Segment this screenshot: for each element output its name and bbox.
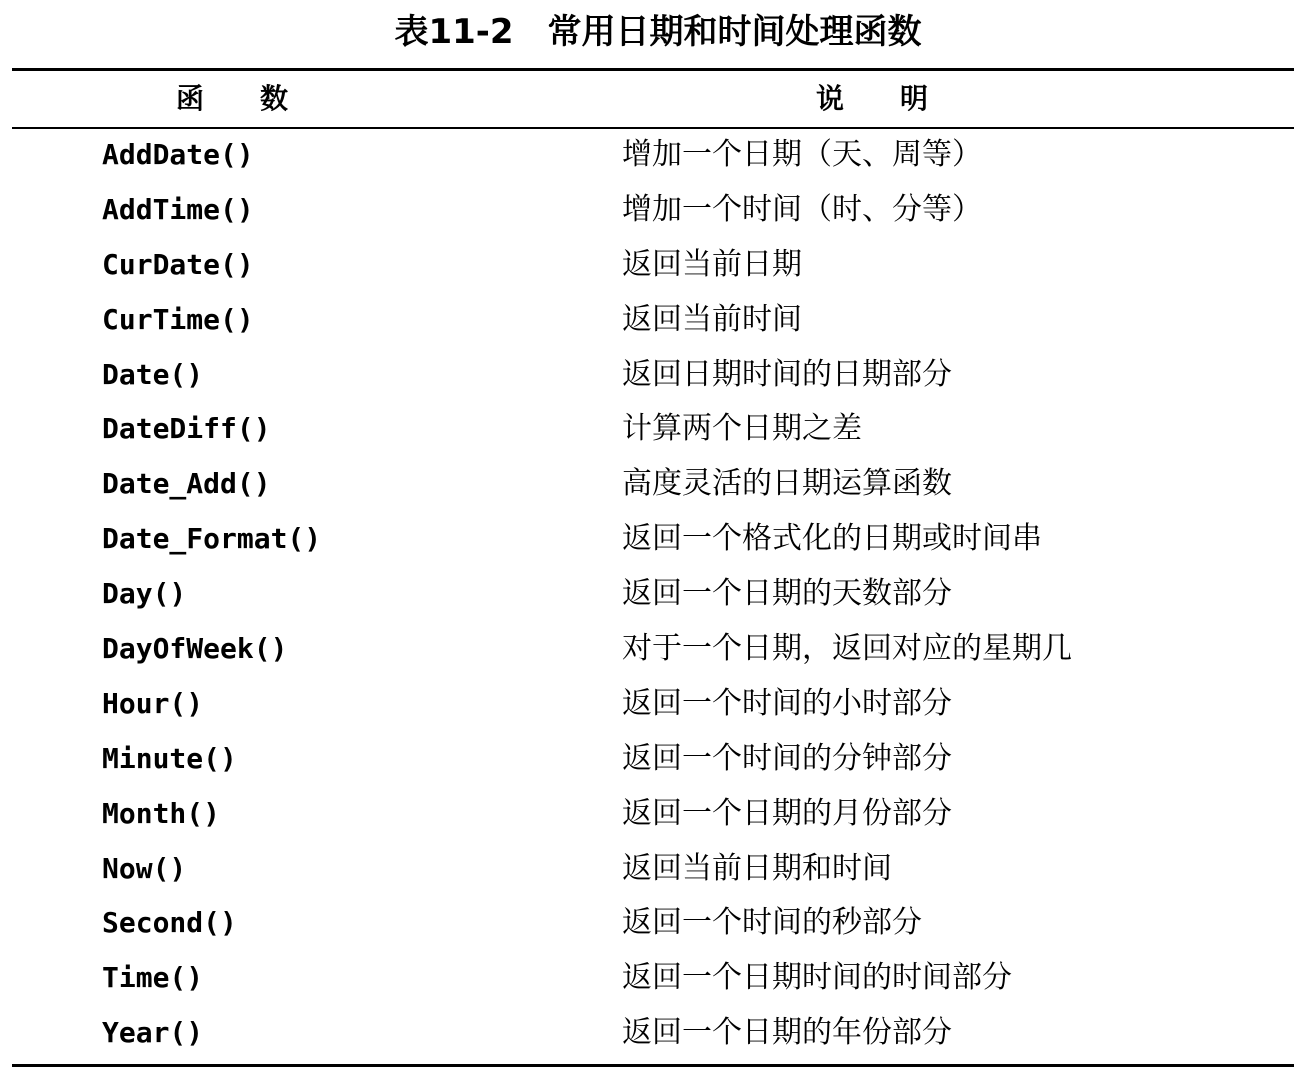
table-row <box>0 1006 1316 1061</box>
function-name: Now() <box>102 851 187 885</box>
table-body <box>0 128 1316 1061</box>
function-name: Date_Add() <box>102 467 271 501</box>
table-bottom-rule <box>12 1064 1294 1067</box>
table-row <box>0 402 1316 457</box>
function-description: 返回日期时间的日期部分 <box>622 356 952 392</box>
function-name: CurDate() <box>102 247 254 281</box>
function-name: Year() <box>102 1016 204 1050</box>
table-row <box>0 622 1316 677</box>
function-description: 计算两个日期之差 <box>622 411 862 447</box>
function-description: 返回当前时间 <box>622 301 802 337</box>
table-row <box>0 238 1316 293</box>
function-name: AddDate() <box>102 138 254 171</box>
function-description: 返回一个格式化的日期或时间串 <box>622 521 1042 557</box>
function-name: Second() <box>102 906 237 940</box>
function-description: 增加一个日期（天、周等） <box>622 137 982 172</box>
function-description: 返回一个时间的小时部分 <box>622 685 952 721</box>
function-name: Time() <box>102 961 204 995</box>
function-description: 增加一个时间（时、分等） <box>622 191 982 227</box>
table-header-row <box>12 71 1294 127</box>
table-row <box>0 512 1316 567</box>
table-row <box>0 951 1316 1006</box>
function-name: Date_Format() <box>102 522 322 556</box>
function-description: 返回一个日期的天数部分 <box>622 576 952 612</box>
table-row <box>0 457 1316 512</box>
function-name: Month() <box>102 796 221 830</box>
header-function: 函 数 <box>175 82 288 115</box>
function-description: 返回当前日期和时间 <box>622 850 892 886</box>
table-row <box>0 183 1316 238</box>
table-row <box>0 677 1316 732</box>
table-row <box>0 732 1316 787</box>
function-name: Date() <box>102 357 204 391</box>
table-row <box>0 567 1316 622</box>
function-description: 返回一个时间的秒部分 <box>622 905 922 941</box>
table-row <box>0 842 1316 897</box>
function-name: CurTime() <box>102 302 254 336</box>
function-description: 对于一个日期，返回对应的星期几 <box>622 631 1072 667</box>
function-name: AddTime() <box>102 192 254 226</box>
function-name: DateDiff() <box>102 412 271 446</box>
table-caption: 表11-2 常用日期和时间处理函数 <box>394 12 922 52</box>
function-name: DayOfWeek() <box>102 632 288 666</box>
table-row <box>0 293 1316 348</box>
table-row <box>0 787 1316 842</box>
function-name: Day() <box>102 577 187 611</box>
table-row <box>0 896 1316 951</box>
function-name: Hour() <box>102 686 204 720</box>
function-description: 返回当前日期 <box>622 246 802 282</box>
function-name: Minute() <box>102 741 237 775</box>
function-description: 返回一个日期的月份部分 <box>622 795 952 831</box>
table-row <box>0 348 1316 403</box>
function-description: 高度灵活的日期运算函数 <box>622 466 952 502</box>
function-description: 返回一个时间的分钟部分 <box>622 740 952 776</box>
table-row <box>0 128 1316 183</box>
header-description: 说 明 <box>815 82 928 115</box>
function-description: 返回一个日期的年份部分 <box>622 1015 952 1051</box>
function-description: 返回一个日期时间的时间部分 <box>622 960 1012 996</box>
